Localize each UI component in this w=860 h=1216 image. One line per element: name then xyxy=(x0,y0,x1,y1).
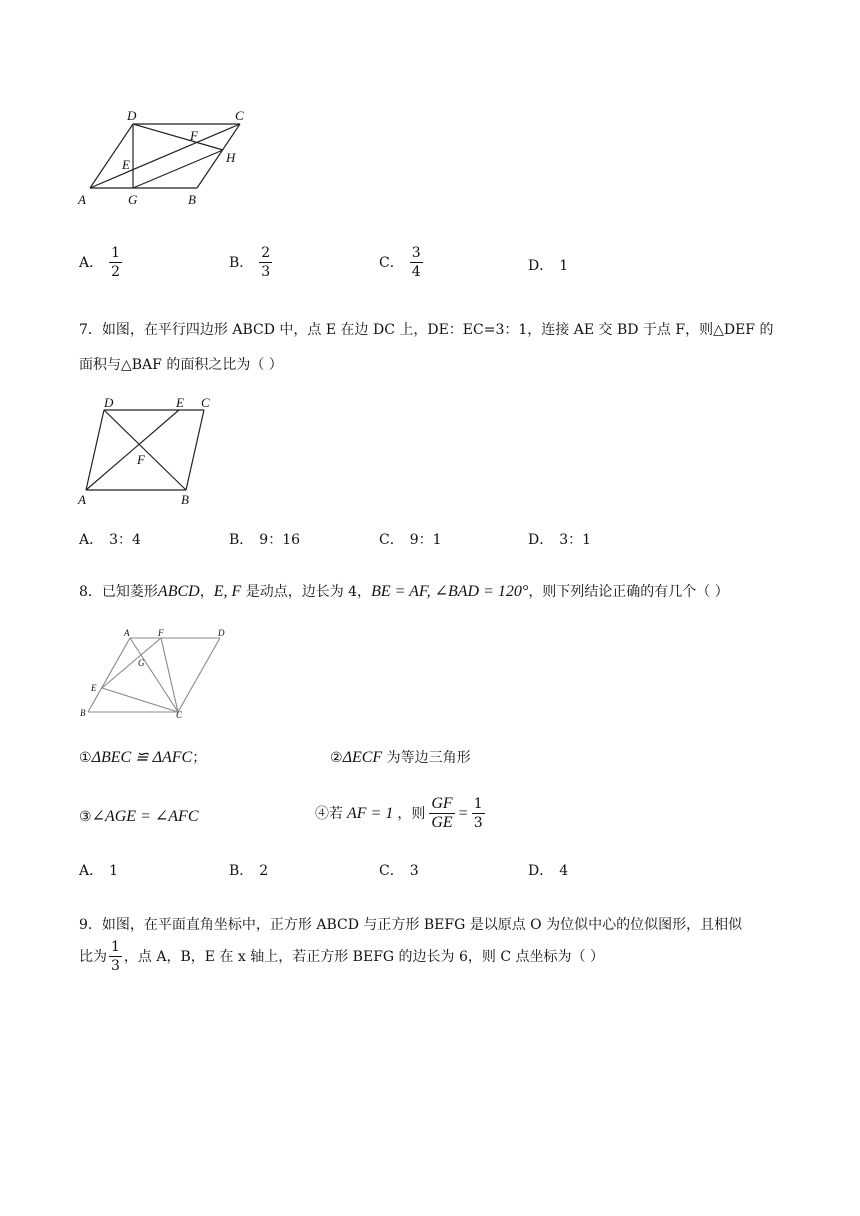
q7-diagram xyxy=(74,392,224,510)
q8-option-b[interactable] xyxy=(229,861,268,881)
q8-option-c-text: 3 xyxy=(409,863,419,879)
q8-option-a-text: 1 xyxy=(109,863,119,879)
q8-s3-math: ∠AGE = ∠AFC xyxy=(91,808,199,825)
q8-stem-shape: ABCD xyxy=(157,583,200,600)
q6-option-a[interactable] xyxy=(79,244,122,281)
q9-ratio-den: 3 xyxy=(111,958,120,974)
q6-option-b-fraction xyxy=(259,244,272,281)
q6-option-b-letter: B． xyxy=(229,254,254,271)
q9-stem-line2 xyxy=(79,938,604,975)
q7-label-A: A xyxy=(78,492,86,507)
q8-option-d-text: 4 xyxy=(559,863,569,879)
q7-option-d[interactable] xyxy=(528,530,591,550)
q8-s4-mark: ④若 xyxy=(315,805,343,822)
q7-stem-line2: 面积与△BAF 的面积之比为（ ） xyxy=(79,357,283,373)
q8-stem-condition: BE = AF, ∠BAD = 120° xyxy=(371,583,529,600)
q6-option-c-den: 4 xyxy=(411,264,421,280)
q7-option-c-text: 9：1 xyxy=(409,532,442,548)
q6-option-a-den: 2 xyxy=(111,264,121,280)
q6-option-d-text: 1 xyxy=(559,258,569,274)
q8-label-C: C xyxy=(176,710,183,720)
q8-option-b-letter: B． xyxy=(229,863,254,879)
q8-label-G: G xyxy=(138,658,145,668)
q8-option-a[interactable] xyxy=(79,861,118,881)
q8-statement-1 xyxy=(79,748,206,768)
q9-line2-suffix: ，点 A，B，E 在 x 轴上，若正方形 BEFG 的边长为 6，则 C 点坐标为（ ） xyxy=(123,948,604,965)
q6-option-a-letter: A． xyxy=(79,254,104,271)
q8-s4-num: GF xyxy=(431,795,453,812)
q8-stem-suffix: ，则下列结论正确的有几个（ ） xyxy=(528,584,729,600)
q7-option-b-letter: B． xyxy=(229,532,254,548)
q8-option-c[interactable] xyxy=(379,861,419,881)
q6-option-b[interactable] xyxy=(229,244,272,281)
q6-label-B: B xyxy=(188,192,196,207)
q8-option-d[interactable] xyxy=(528,861,568,881)
q7-option-a-letter: A． xyxy=(79,532,104,548)
q6-label-D: D xyxy=(127,108,137,123)
q6-option-b-num: 2 xyxy=(261,245,271,261)
q8-label-E: E xyxy=(91,683,97,693)
q8-stem-mid1: ， xyxy=(199,584,214,600)
q7-option-b[interactable] xyxy=(229,530,300,550)
q6-option-d-letter: D． xyxy=(528,258,554,274)
q8-statement-3 xyxy=(79,807,199,827)
q6-option-c[interactable] xyxy=(379,244,423,281)
q8-s4-eq: = xyxy=(458,804,468,822)
q8-s4-rnum: 1 xyxy=(473,796,483,812)
q8-statement-4 xyxy=(315,795,485,832)
q7-stem-line1: 7．如图，在平行四边形 ABCD 中，点 E 在边 DC 上，DE：EC=3：1，连接 AE 交 BD 于点 F，则△DEF 的 xyxy=(79,322,774,338)
q7-option-c[interactable] xyxy=(379,530,442,550)
q8-option-b-text: 2 xyxy=(259,863,269,879)
q6-label-F: F xyxy=(190,128,198,143)
q8-s4-rden: 3 xyxy=(473,815,483,831)
q8-statement-2 xyxy=(330,748,471,768)
q7-option-b-text: 9：16 xyxy=(259,532,301,548)
q8-label-B: B xyxy=(80,708,86,718)
q6-label-G: G xyxy=(128,192,138,207)
q6-option-a-num: 1 xyxy=(111,245,121,261)
q8-s2-tail: 为等边三角形 xyxy=(386,750,471,766)
q8-s1-math: ΔBEC ≌ ΔAFC xyxy=(91,749,193,766)
q8-label-A: A xyxy=(124,628,130,638)
q6-option-b-den: 3 xyxy=(261,264,271,280)
q8-s2-mark: ② xyxy=(330,750,343,766)
q7-label-C: C xyxy=(201,395,210,410)
q8-s4-den: GE xyxy=(431,814,453,831)
q7-option-d-text: 3：1 xyxy=(559,532,592,548)
q8-s4-fraction xyxy=(429,795,454,832)
q9-line2-prefix: 比为 xyxy=(79,948,107,965)
q7-label-B: B xyxy=(181,492,189,507)
q8-stem xyxy=(79,582,729,602)
q6-option-c-letter: C． xyxy=(379,254,404,271)
q8-stem-points: E, F xyxy=(213,583,242,600)
q6-option-d[interactable] xyxy=(528,256,568,276)
q8-option-c-letter: C． xyxy=(379,863,404,879)
q7-label-D: D xyxy=(104,395,114,410)
q7-option-d-letter: D． xyxy=(528,532,554,548)
q6-label-H: H xyxy=(226,150,236,165)
q6-option-c-num: 3 xyxy=(411,245,421,261)
q8-label-D: D xyxy=(218,628,225,638)
q8-option-a-letter: A． xyxy=(79,863,104,879)
q8-s2-math: ΔECF xyxy=(342,749,383,766)
q6-option-a-fraction xyxy=(109,244,122,281)
q9-ratio-fraction xyxy=(109,938,122,975)
q8-s3-mark: ③ xyxy=(79,809,92,825)
q7-figure xyxy=(74,392,224,510)
q7-option-a-text: 3：4 xyxy=(109,532,141,548)
q6-label-C: C xyxy=(235,108,244,123)
q7-option-a[interactable] xyxy=(79,530,141,550)
q9-ratio-num: 1 xyxy=(111,939,120,955)
q8-figure xyxy=(78,626,238,722)
q8-s4-mid: ，则 xyxy=(397,805,426,822)
q6-label-E: E xyxy=(122,157,130,172)
q7-label-F: F xyxy=(137,452,145,467)
q6-figure xyxy=(70,102,260,212)
q6-option-c-fraction xyxy=(410,244,423,281)
q8-s4-ratio xyxy=(472,795,485,832)
q8-stem-mid2: 是动点，边长为 4， xyxy=(245,584,372,600)
q8-option-d-letter: D． xyxy=(528,863,554,879)
q8-diagram xyxy=(78,626,238,722)
q9-stem-line1: 9．如图，在平面直角坐标中，正方形 ABCD 与正方形 BEFG 是以原点 O 为位似中心的位似图形，且相似 xyxy=(79,917,743,933)
q8-s1-mark: ① xyxy=(79,750,92,766)
q8-stem-prefix: 8．已知菱形 xyxy=(79,584,158,600)
q6-label-A: A xyxy=(78,192,86,207)
q6-diagram xyxy=(70,102,260,212)
q7-option-c-letter: C． xyxy=(379,532,404,548)
q8-label-F: F xyxy=(158,628,164,638)
q8-s1-tail: ； xyxy=(192,750,207,766)
q7-label-E: E xyxy=(176,395,184,410)
q8-s4-math: AF = 1 xyxy=(347,804,394,822)
